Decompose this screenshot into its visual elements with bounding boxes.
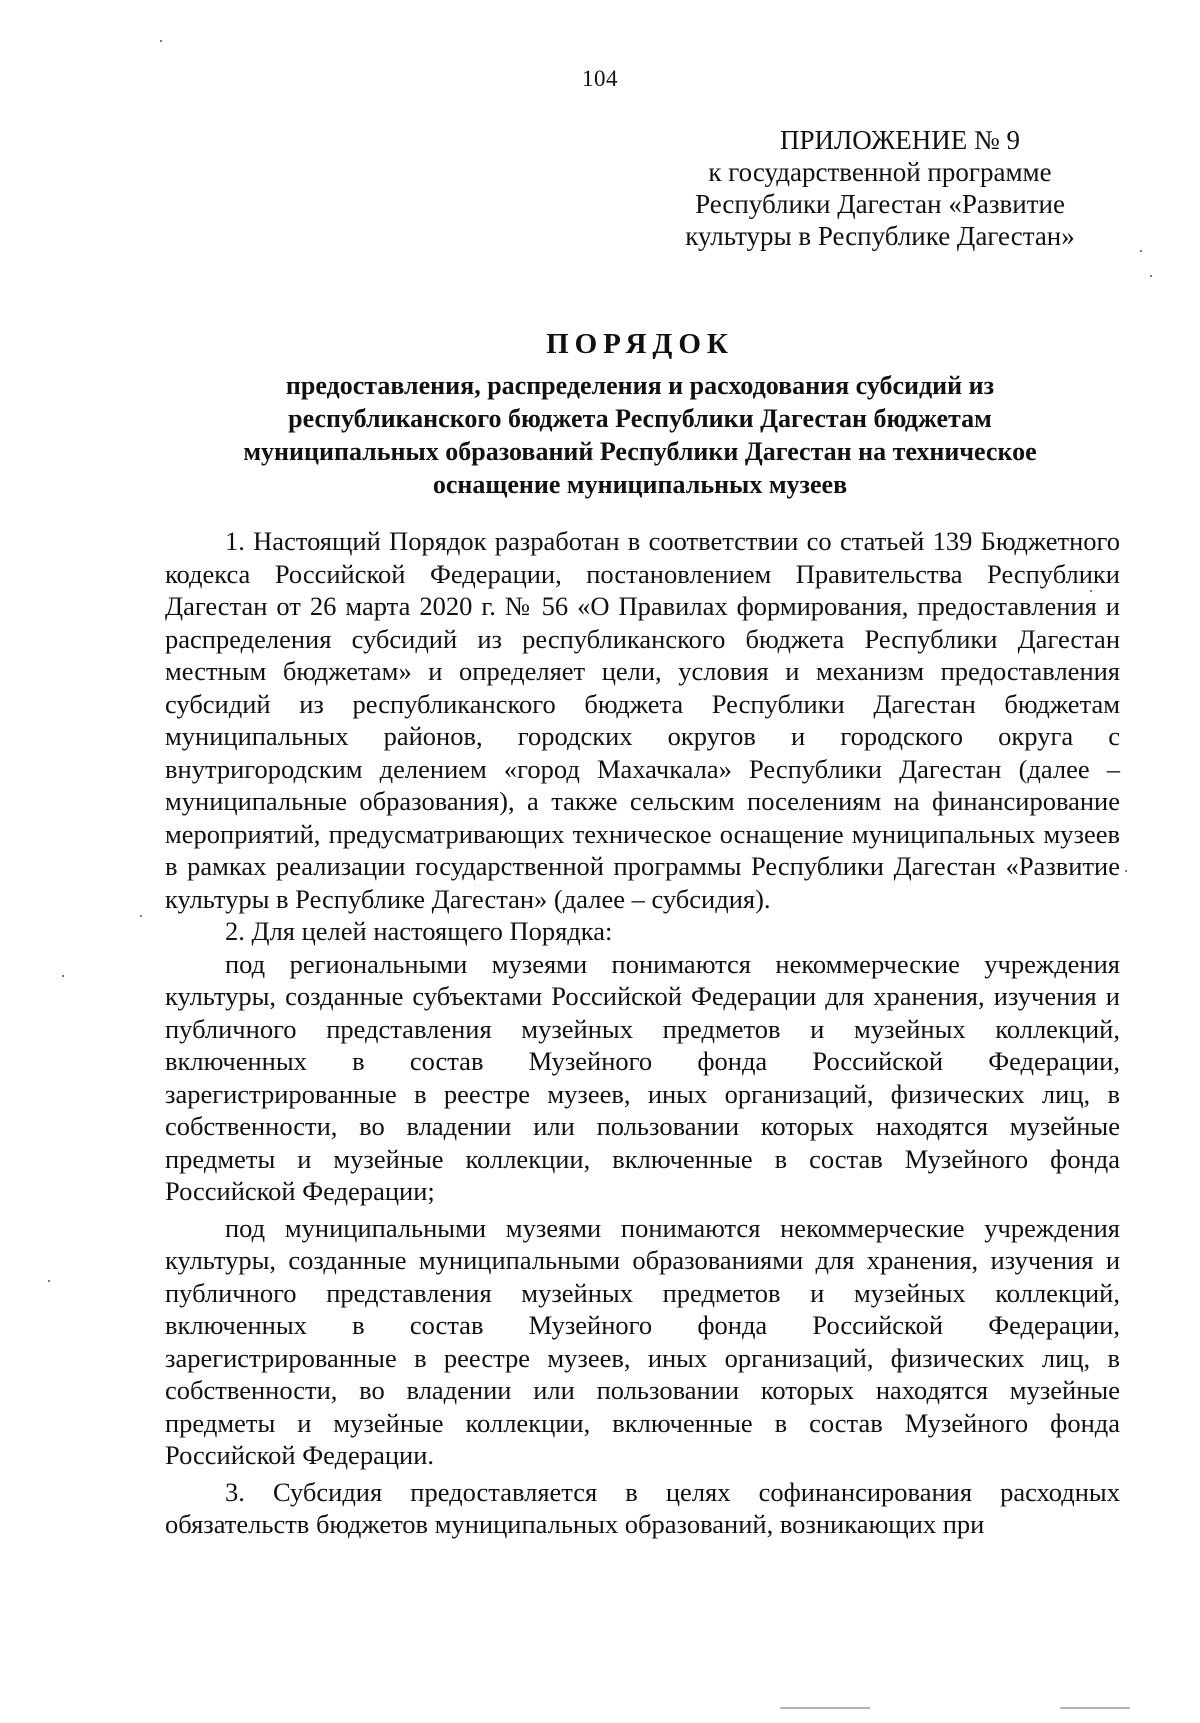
paragraph-municipal-museums: под муниципальными музеями понимаются некоммерческие учреждения культуры, созданные муниципальными образованиями для хранения, изучения и публичного представления музейных предметов и музейных коллекций, включенных в состав Музейного фонда Российской Федерации, зарегистрированные в реестре музеев, иных организаций, физических лиц, в собственности, во владении или пользовании которых находятся музейные предметы и музейные коллекции, включенные в состав Музейного фонда Российской Федерации. [165,1212,1120,1470]
scan-speck [62,975,64,977]
appendix-line: к государственной программе [708,157,1052,187]
document-body [165,525,1120,1541]
appendix-title: ПРИЛОЖЕНИЕ № 9 [779,125,1021,155]
paragraph-2: 2. Для целей настоящего Порядка: [225,916,613,946]
paragraph-1: 1. Настоящий Порядок разработан в соответствии со статьей 139 Бюджетного кодекса Российской Федерации, постановлением Правительства Республики Дагестан от 26 марта 2020 г. № 56 «О Правилах формирования, предоставления и распределения субсидий из республиканского бюджета Республики Дагестан местным бюджетам» и определяет цели, условия и механизм предоставления субсидий из республиканского бюджета Республики Дагестан бюджетам муниципальных районов, городских округов и городского округа с внутригородским делением «город Махачкала» Республики Дагестан (далее – муниципальные образования), а также сельским поселениям на финансирование мероприятий, предусматривающих техническое оснащение муниципальных музеев в рамках реализации государственной программы Республики Дагестан «Развитие культуры в Республике Дагестан» (далее – субсидия). [165,526,1120,914]
document-subtitle-line: республиканского бюджета Республики Дагестан бюджетам [288,404,992,433]
document-subtitle-line: муниципальных образований Республики Дагестан на техническое [243,437,1037,466]
page-number: 104 [582,66,618,91]
document-subtitle-line: оснащение муниципальных музеев [432,470,848,499]
scan-speck [160,40,162,42]
scan-speck [780,1707,870,1709]
document-title-block [150,325,1130,501]
appendix-line: культуры в Республике Дагестан» [685,221,1075,251]
appendix-line: Республики Дагестан «Развитие [695,189,1065,219]
scan-speck [48,1280,50,1282]
scan-speck [1140,250,1142,252]
appendix-header [640,124,1120,252]
scan-speck [1060,1707,1130,1709]
paragraph-regional-museums: под региональными музеями понимаются некоммерческие учреждения культуры, созданные субъектами Российской Федерации для хранения, изучения и публичного представления музейных предметов и музейных коллекций, включенных в состав Музейного фонда Российской Федерации, зарегистрированные в реестре музеев, иных организаций, физических лиц, в собственности, во владении или пользовании которых находятся музейные предметы и музейные коллекции, включенные в состав Музейного фонда Российской Федерации; [165,948,1120,1206]
scan-speck [140,915,142,917]
scan-speck [1150,275,1152,277]
paragraph-3: 3. Субсидия предоставляется в целях софинансирования расходных обязательств бюджетов муниципальных образований, возникающих при [165,1476,1120,1539]
scan-speck [1125,870,1127,872]
document-subtitle-line: предоставления, распределения и расходования субсидий из [285,371,995,400]
document-title: ПОРЯДОК [546,328,734,360]
